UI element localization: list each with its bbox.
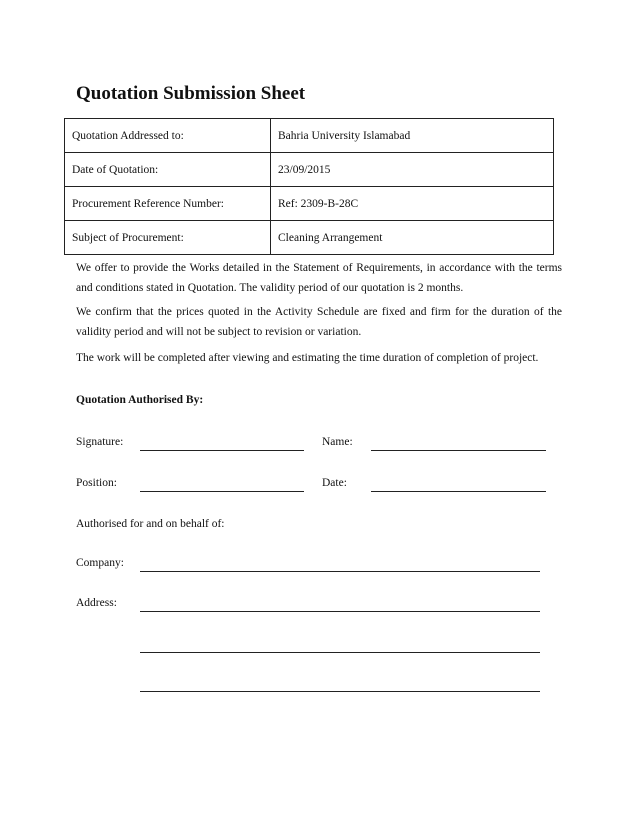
signature-label: Signature: bbox=[76, 436, 124, 448]
position-label: Position: bbox=[76, 477, 117, 489]
completion-paragraph: The work will be completed after viewing and estimating the time duration of completion of project. bbox=[76, 352, 539, 364]
table-row bbox=[65, 187, 554, 221]
confirm-paragraph: We confirm that the prices quoted in the Activity Schedule are fixed and firm for the duration of the validity period and will not be subject to revision or variation. bbox=[76, 306, 562, 338]
table-cell-value: Ref: 2309-B-28C bbox=[271, 187, 554, 221]
name-label: Name: bbox=[322, 436, 353, 448]
name-line[interactable] bbox=[371, 450, 546, 451]
table-cell-value: Cleaning Arrangement bbox=[271, 221, 554, 255]
address-line-2[interactable] bbox=[140, 652, 540, 653]
address-label: Address: bbox=[76, 597, 117, 609]
table-cell-label: Procurement Reference Number: bbox=[65, 187, 271, 221]
offer-paragraph: We offer to provide the Works detailed in the Statement of Requirements, in accordance with the terms and conditions stated in Quotation. The validity period of our quotation is 2 months. bbox=[76, 262, 562, 294]
signature-line[interactable] bbox=[140, 450, 304, 451]
table-row bbox=[65, 221, 554, 255]
table-row bbox=[65, 119, 554, 153]
table-cell-label: Date of Quotation: bbox=[65, 153, 271, 187]
address-line-1[interactable] bbox=[140, 611, 540, 612]
behalf-label: Authorised for and on behalf of: bbox=[76, 518, 225, 530]
date-line[interactable] bbox=[371, 491, 546, 492]
authorised-heading: Quotation Authorised By: bbox=[76, 394, 204, 406]
company-line[interactable] bbox=[140, 571, 540, 572]
position-line[interactable] bbox=[140, 491, 304, 492]
company-label: Company: bbox=[76, 557, 124, 569]
table-cell-value: 23/09/2015 bbox=[271, 153, 554, 187]
table-cell-label: Subject of Procurement: bbox=[65, 221, 271, 255]
table-cell-value: Bahria University Islamabad bbox=[271, 119, 554, 153]
date-label: Date: bbox=[322, 477, 347, 489]
table-row bbox=[65, 153, 554, 187]
table-cell-label: Quotation Addressed to: bbox=[65, 119, 271, 153]
page-title: Quotation Submission Sheet bbox=[76, 83, 306, 104]
quotation-info-table bbox=[64, 118, 554, 255]
address-line-3[interactable] bbox=[140, 691, 540, 692]
